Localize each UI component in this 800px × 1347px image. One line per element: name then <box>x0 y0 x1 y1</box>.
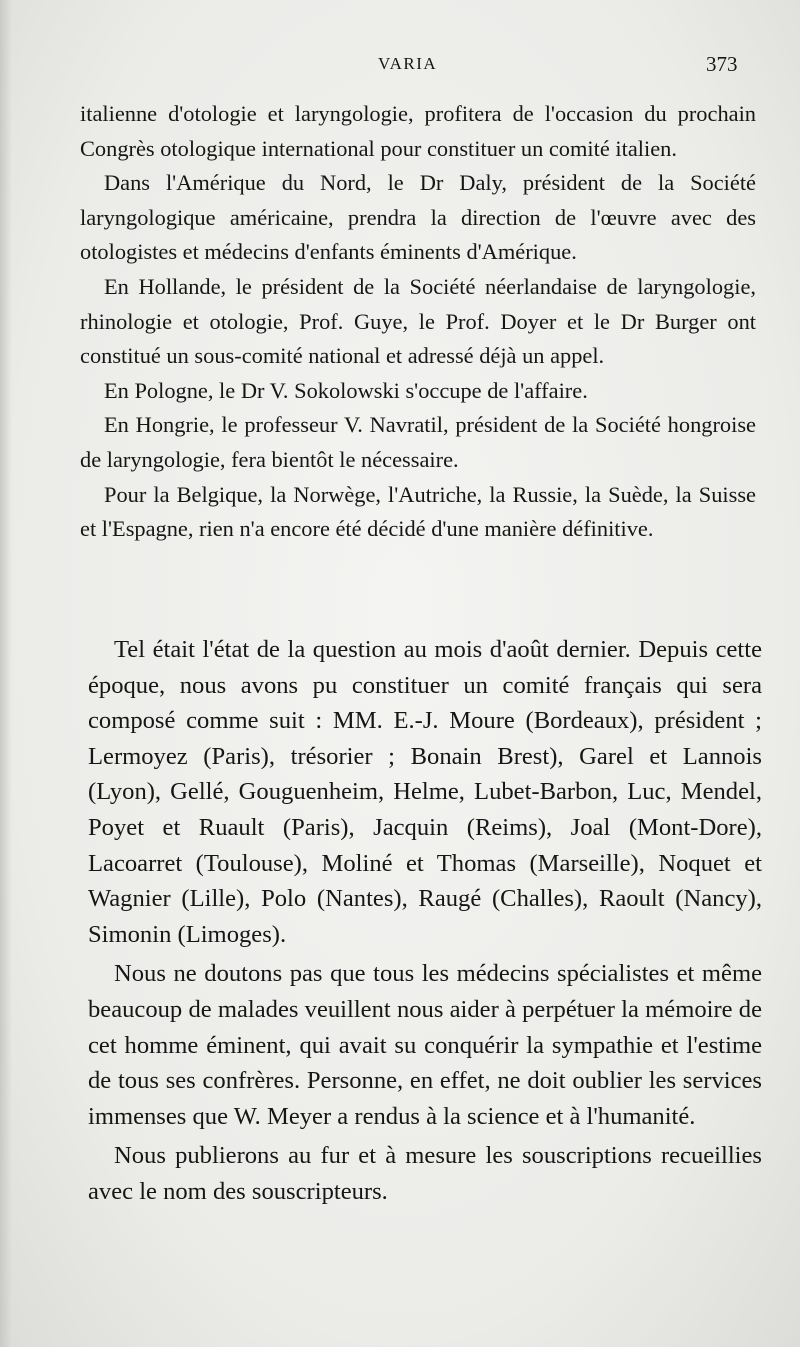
paragraph: italienne d'otologie et laryngologie, profitera de l'occasion du prochain Congrès otologique international pour constituer un comité italien. <box>80 101 756 161</box>
page-number: 373 <box>706 52 738 76</box>
small-print-section <box>80 97 756 547</box>
paragraph: Tel était l'état de la question au mois d'août dernier. Depuis cette époque, nous avons pu constituer un comité français qui sera composé comme suit : MM. E.-J. Moure (Bordeaux), président ; Lermoyez (Paris), trésorier ; Bonain Brest), Garel et Lannois (Lyon), Gellé, Gouguenheim, Helme, Lubet-Barbon, Luc, Mendel, Poyet et Ruault (Paris), Jacquin (Reims), Joal (Mont-Dore), Lacoarret (Toulouse), Moliné et Thomas (Marseille), Noquet et Wagnier (Lille), Polo (Nantes), Raugé (Challes), Raoult (Nancy), Simonin (Limoges). <box>88 636 762 948</box>
paragraph: Dans l'Amérique du Nord, le Dr Daly, président de la Société laryngologique américaine, prendra la direction de l'œuvre avec des otologistes et médecins d'enfants éminents d'Amérique. <box>80 170 756 265</box>
running-head <box>0 54 800 84</box>
running-title: VARIA <box>378 54 438 73</box>
large-print-section <box>88 632 762 1214</box>
paragraph: En Hollande, le président de la Société néerlandaise de laryngologie, rhinologie et otologie, Prof. Guye, le Prof. Doyer et le Dr Burger ont constitué un sous-comité national et adressé déjà un appel. <box>80 273 756 369</box>
paragraph: Nous publierons au fur et à mesure les souscriptions recueillies avec le nom des souscripteurs. <box>88 1142 762 1205</box>
paragraph: Nous ne doutons pas que tous les médecins spécialistes et même beaucoup de malades veuillent nous aider à perpétuer la mémoire de cet homme éminent, qui avait su conquérir la sympathie et l'estime de tous ses confrères. Personne, en effet, ne doit oublier les services immenses que W. Meyer a rendus à la science et à l'humanité. <box>88 960 762 1130</box>
paragraph: En Pologne, le Dr V. Sokolowski s'occupe de l'affaire. <box>104 377 588 403</box>
paragraph: En Hongrie, le professeur V. Navratil, président de la Société hongroise de laryngologie, fera bientôt le nécessaire. <box>80 412 756 472</box>
paragraph: Pour la Belgique, la Norwège, l'Autriche, la Russie, la Suède, la Suisse et l'Espagne, rien n'a encore été décidé d'une manière définitive. <box>80 481 756 542</box>
binding-shadow <box>0 0 12 1347</box>
